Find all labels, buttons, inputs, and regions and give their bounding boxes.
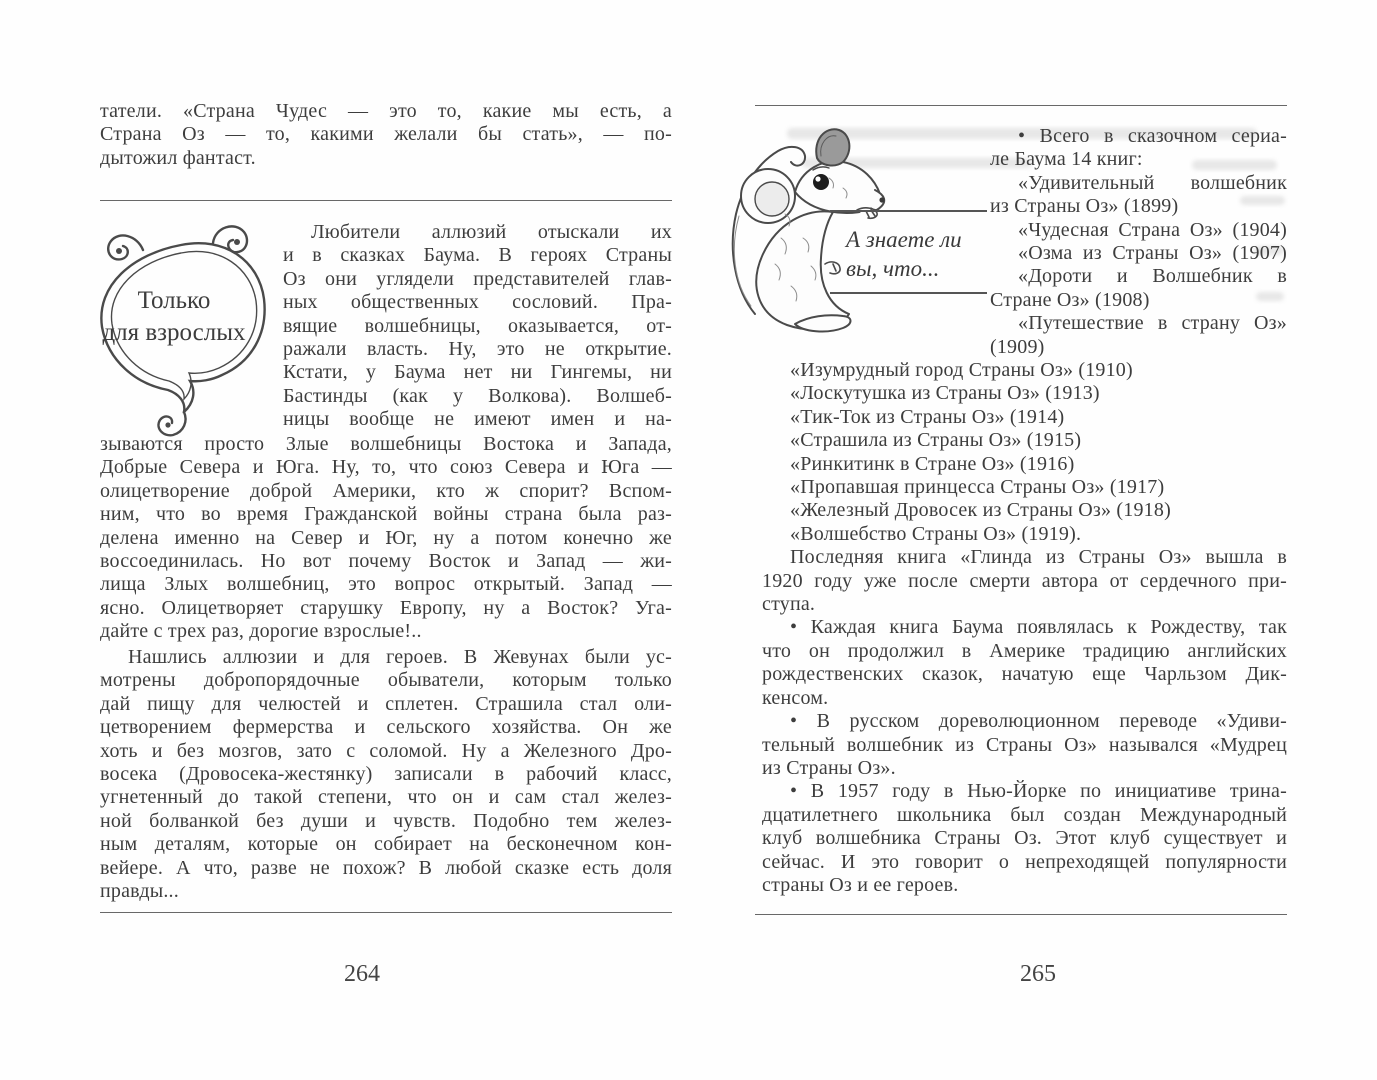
text-line: сейчас. И это говорит о непреходящей популярности <box>762 850 1287 873</box>
page-number-left: 264 <box>344 961 380 987</box>
text-line: и в сказках Баума. В героях Страны <box>283 244 672 267</box>
text-line: «Путешествие в страну Оз» <box>1018 312 1287 335</box>
text-line: «Страшила из Страны Оз» (1915) <box>790 429 1082 452</box>
text-line: «Дороти и Волшебник в <box>1018 265 1287 288</box>
text-line: ницы вообще не имеют имен и на- <box>283 408 672 431</box>
text-line: рождественских сказок, начатую еще Чарльзом Дик- <box>762 663 1287 686</box>
ornament-label <box>85 285 263 349</box>
text-line: кенсом. <box>762 686 829 709</box>
text-line: угнетенный до такой степени, что он и сам стал желез- <box>100 786 672 809</box>
text-line: дытожил фантаст. <box>100 146 256 169</box>
did-you-know-sign <box>830 210 987 294</box>
text-line: цетворением фермерства и сельского хозяйства. Он же <box>100 716 672 739</box>
text-line: Оз они углядели представителей глав- <box>283 267 672 290</box>
top-paragraph <box>100 100 672 170</box>
text-line: • Каждая книга Баума появлялась к Рождеству, так <box>790 616 1287 639</box>
text-line: Стране Оз» (1908) <box>990 288 1150 311</box>
text-line: восека (Дровосека-жестянку) записали в рабочий класс, <box>100 763 672 786</box>
text-line: страны Оз и ее героев. <box>762 873 959 896</box>
text-line: татели. «Страна Чудес — это то, какие мы есть, а <box>100 100 672 122</box>
footer-rule <box>100 912 672 913</box>
text-line: ле Баума 14 книг: <box>990 148 1143 171</box>
text-line: дцатилетнего школьника был создан Международный <box>762 803 1287 826</box>
text-line: • В русском дореволюционном переводе «Удиви- <box>790 710 1287 733</box>
text-line: делена именно на Север и Юг, ну а потом конечно же <box>100 526 672 549</box>
text-line: «Чудесная Страна Оз» (1904) <box>1018 218 1287 241</box>
body-text <box>100 433 672 644</box>
text-line: что он продолжил в Америке традицию английских <box>762 639 1287 662</box>
text-line: лища Злых волшебниц, это вопрос открытый. Запад — <box>100 573 672 596</box>
text-line: зываются просто Злые волшебницы Востока и Запада, <box>100 433 672 455</box>
right-page <box>762 100 1287 1030</box>
text-line: тельный волшебник из Страны Оз» назывался «Мудрец <box>762 733 1287 756</box>
text-line: «Железный Дровосек из Страны Оз» (1918) <box>790 499 1171 522</box>
text-line: из Страны Оз» (1899) <box>990 195 1179 218</box>
text-line: • В 1957 году в Нью-Йорке по инициативе трина- <box>790 780 1287 803</box>
text-line: вящие волшебницы, оказывается, от- <box>283 314 672 337</box>
text-line: ним, что во время Гражданской войны страна была раз- <box>100 503 672 526</box>
text-line: олицетворение доброй Америки, кто ж спорит? Вспом- <box>100 479 672 502</box>
header-rule <box>755 105 1287 106</box>
text-line: Нашлись аллюзии и для героев. В Жевунах были ус- <box>128 646 672 668</box>
wrapped-column-text <box>990 125 1287 359</box>
text-line: ступа. <box>762 593 816 616</box>
text-line: Любители аллюзий отыскали их <box>311 221 672 243</box>
banner-line1: А знаете ли <box>846 227 962 252</box>
text-line: Добрые Севера и Юга. Ну, то, что союз Севера и Юга — <box>100 456 672 479</box>
text-line: ным деталям, которые он собирает на бесконечном кон- <box>100 833 672 856</box>
text-line: 1920 году уже после смерти автора от сердечного при- <box>762 569 1287 592</box>
wrapped-column-text <box>283 221 672 432</box>
text-line: дайте с трех раз, дорогие взрослые!.. <box>100 620 422 643</box>
text-line: «Ринкитинк в Стране Оз» (1916) <box>790 452 1075 475</box>
text-line: «Тик-Ток из Страны Оз» (1914) <box>790 405 1065 428</box>
text-line: Бастинды (как у Волкова). Волшеб- <box>283 384 672 407</box>
text-line: (1909) <box>990 335 1045 358</box>
text-line: Страна Оз — то, какими желали бы стать», — по- <box>100 123 672 146</box>
banner-line2: вы, что... <box>846 256 940 281</box>
footer-rule <box>755 914 1287 915</box>
text-line: клуб волшебника Страны Оз. Этот клуб существует и <box>762 827 1287 850</box>
text-line: из Страны Оз». <box>762 756 896 779</box>
text-line: Последняя книга «Глинда из Страны Оз» вышла в <box>790 546 1287 569</box>
text-line: воссоединилась. Но вот почему Восток и Запад — жи- <box>100 550 672 573</box>
text-line: хоть и без мозгов, зато с соломой. Ну а Железного Дро- <box>100 739 672 762</box>
ornament-label-line1: Только <box>137 287 211 314</box>
text-line: «Удивительный волшебник <box>1018 171 1287 194</box>
page-number-right: 265 <box>1020 961 1056 987</box>
did-you-know-banner <box>830 212 987 283</box>
section-divider-rule <box>100 200 672 201</box>
text-line: Кстати, у Баума нет ни Гингемы, ни <box>283 361 672 384</box>
adults-only-ornament <box>85 223 280 438</box>
text-line: «Озма из Страны Оз» (1907) <box>1018 242 1287 265</box>
text-line: ясно. Олицетворяет старушку Европу, ну а Восток? Уга- <box>100 596 672 619</box>
body-text <box>762 359 1287 897</box>
text-line: мотрены добропорядочные обыватели, которым только <box>100 669 672 692</box>
text-line: «Пропавшая принцесса Страны Оз» (1917) <box>790 476 1165 499</box>
text-line: вейере. А что, разве не похож? В любой сказке есть доля <box>100 856 672 879</box>
text-line: дай пищу для челюстей и сплетен. Страшила стал оли- <box>100 692 672 715</box>
text-line: • Всего в сказочном сериа- <box>1018 125 1287 147</box>
body-text-second-paragraph <box>100 646 672 903</box>
text-line: ных общественных сословий. Пра- <box>283 291 672 314</box>
ornament-label-line2: для взрослых <box>102 319 246 346</box>
left-page <box>100 95 672 1025</box>
text-line: правды... <box>100 880 179 903</box>
text-line: «Волшебство Страны Оз» (1919). <box>790 522 1082 545</box>
text-line: ной болванкой без души и чувств. Подобно тем желез- <box>100 809 672 832</box>
text-line: «Изумрудный город Страны Оз» (1910) <box>790 359 1133 381</box>
text-line: «Лоскутушка из Страны Оз» (1913) <box>790 382 1100 405</box>
text-line: ражали власть. Ну, это не открытие. <box>283 338 672 361</box>
